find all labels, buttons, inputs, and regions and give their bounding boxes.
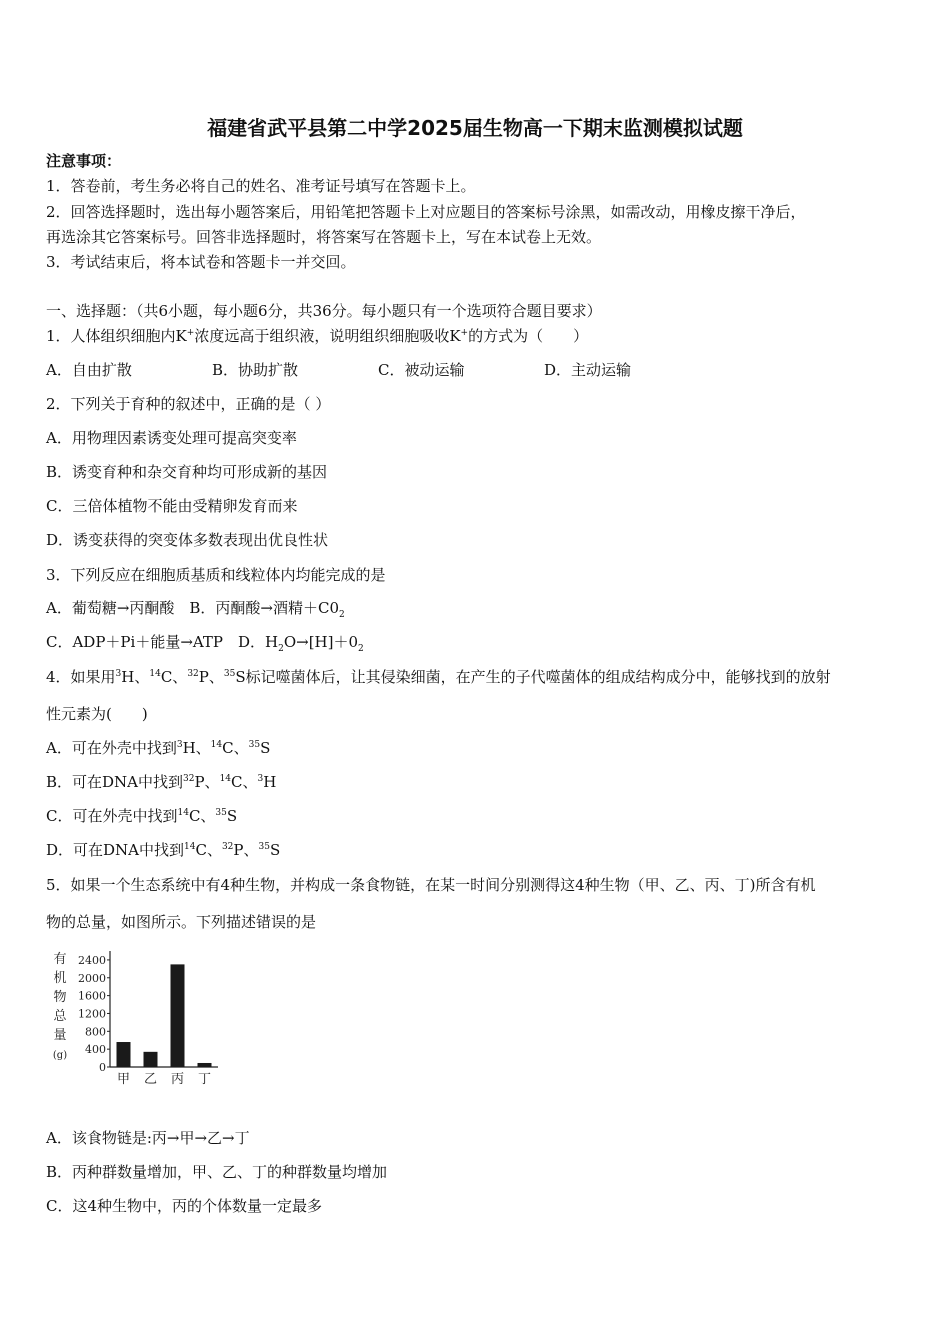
- q1-option-c[interactable]: C．被动运输: [378, 361, 465, 379]
- bar-3: [171, 964, 185, 1067]
- y-tick-label: 2400: [78, 953, 106, 967]
- y-tick-label: 0: [99, 1061, 106, 1074]
- organic-matter-bar-chart: [46, 943, 226, 1093]
- question-5-stem: 5．如果一个生态系统中有4种生物，并构成一条食物链，在某一时间分别测得这4种生物（甲、乙、丙、丁)所含有机: [46, 876, 816, 894]
- q2-option-c[interactable]: C．三倍体植物不能由受精卵发育而来: [46, 497, 298, 515]
- y-axis-label-char: 量: [53, 1028, 67, 1043]
- q2-option-b[interactable]: B．诱变育种和杂交育种均可形成新的基因: [46, 463, 328, 481]
- question-1-stem: 1．人体组织细胞内K+浓度远高于组织液，说明组织细胞吸收K+的方式为（ ）: [46, 327, 589, 345]
- y-tick-label: 1600: [78, 989, 106, 1003]
- q4-option-b[interactable]: B．可在DNA中找到$^{32}$P、$^{14}$C、$^3$H: [46, 773, 277, 791]
- y-axis-label-char: 物: [53, 990, 67, 1005]
- question-5-stem-cont: 物的总量，如图所示。下列描述错误的是: [46, 913, 317, 931]
- q4-option-c[interactable]: C．可在外壳中找到$^{14}$C、$^{35}$S: [46, 807, 238, 825]
- q4-option-a[interactable]: A．可在外壳中找到$^3$H、$^{14}$C、$^{35}$S: [46, 739, 271, 757]
- notice-item-2-cont: 再选涂其它答案标号。回答非选择题时，将答案写在答题卡上，写在本试卷上无效。: [46, 228, 602, 246]
- y-tick-label: 400: [85, 1043, 106, 1057]
- q2-option-a[interactable]: A．用物理因素诱变处理可提高突变率: [46, 429, 297, 447]
- bar-1: [117, 1042, 131, 1067]
- y-axis-label-char: 总: [53, 1009, 67, 1024]
- notice-item-3: 3．考试结束后，将本试卷和答题卡一并交回。: [46, 253, 356, 271]
- q5-option-b[interactable]: B．丙种群数量增加，甲、乙、丁的种群数量均增加: [46, 1163, 388, 1181]
- x-tick-label: 丙: [170, 1072, 185, 1087]
- notice-item-2: 2．回答选择题时，选出每小题答案后，用铅笔把答题卡上对应题目的答案标号涂黑，如需改动，用橡皮擦干净后，: [46, 203, 806, 221]
- y-tick-label: 1200: [78, 1007, 106, 1021]
- x-tick-label: 丁: [197, 1072, 212, 1087]
- q1-option-d[interactable]: D．主动运输: [544, 361, 632, 379]
- q1-option-b[interactable]: B．协助扩散: [212, 361, 299, 379]
- question-4-stem-cont: 性元素为( ): [46, 705, 148, 723]
- bar-2: [144, 1052, 158, 1067]
- y-tick-label: 800: [85, 1025, 106, 1039]
- q3-options-cd[interactable]: C．ADP＋Pi＋能量→ATP D．$H_2O\to[H]+0_2$: [46, 633, 364, 654]
- section-heading: 一、选择题：（共6小题，每小题6分，共36分。每小题只有一个选项符合题目要求）: [46, 302, 602, 320]
- y-axis-label-char: 机: [53, 971, 67, 986]
- q5-option-c[interactable]: C．这4种生物中，丙的个体数量一定最多: [46, 1197, 323, 1215]
- q4-option-d[interactable]: D．可在DNA中找到$^{14}$C、$^{32}$P、$^{35}$S: [46, 841, 281, 859]
- question-3-stem: 3．下列反应在细胞质基质和线粒体内均能完成的是: [46, 566, 386, 584]
- notice-heading: 注意事项：: [46, 152, 122, 170]
- q3-options-ab[interactable]: A．葡萄糖→丙酮酸 B．丙酮酸→酒精$+C0_2$: [46, 599, 345, 620]
- x-tick-label: 甲: [116, 1072, 131, 1087]
- exam-title: 福建省武平县第二中学2025届生物高一下期末监测模拟试题: [207, 116, 743, 140]
- q1-option-a[interactable]: A．自由扩散: [46, 361, 132, 379]
- y-axis-label-char: (g): [52, 1050, 68, 1061]
- notice-item-1: 1．答卷前，考生务必将自己的姓名、准考证号填写在答题卡上。: [46, 177, 476, 195]
- bar-4: [198, 1063, 212, 1067]
- question-2-stem: 2．下列关于育种的叙述中，正确的是（ ）: [46, 395, 331, 413]
- question-4-stem: 4．如果用$^3$H、$^{14}$C、$^{32}$P、$^{35}$S标记噬菌体后，让其侵染细菌，在产生的子代噬菌体的组成结构成分中，能够找到的放射: [46, 668, 831, 686]
- x-tick-label: 乙: [143, 1072, 158, 1087]
- q2-option-d[interactable]: D．诱变获得的突变体多数表现出优良性状: [46, 531, 329, 549]
- y-tick-label: 2000: [78, 971, 106, 985]
- y-axis-label-char: 有: [53, 952, 67, 967]
- q5-option-a[interactable]: A．该食物链是:丙→甲→乙→丁: [46, 1129, 250, 1147]
- question-1-options: [46, 360, 916, 380]
